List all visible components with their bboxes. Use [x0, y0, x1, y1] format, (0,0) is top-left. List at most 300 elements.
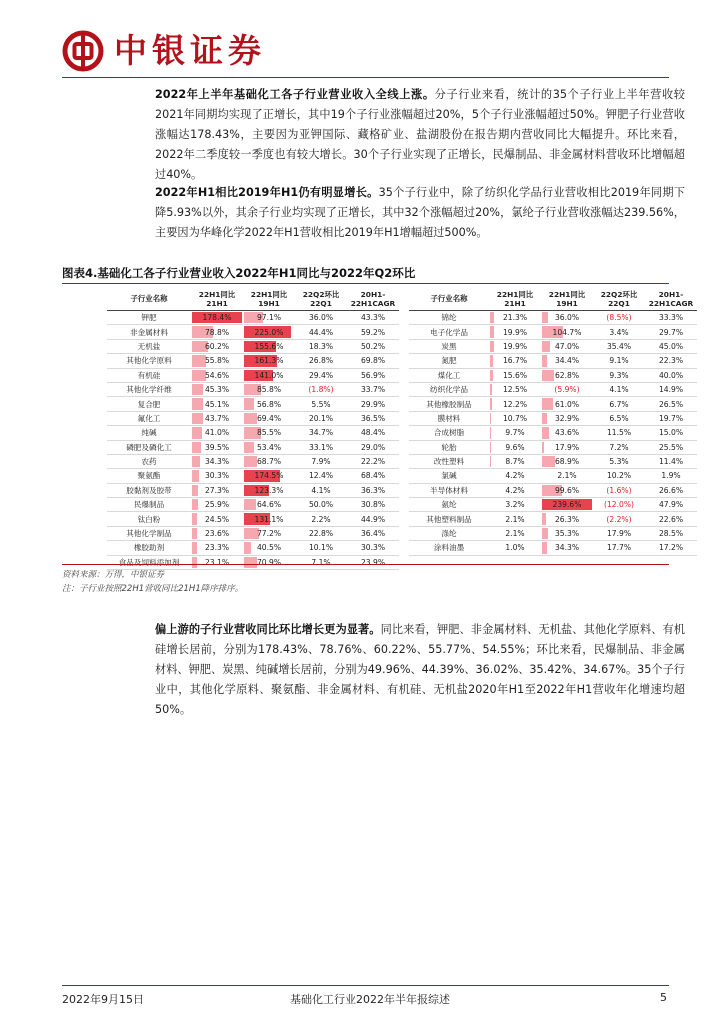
value-text: 99.6%	[554, 485, 580, 495]
value-bar	[244, 442, 254, 453]
value-text: 26.6%	[658, 485, 684, 495]
value-v4	[347, 498, 399, 512]
col-header-name: 子行业名称	[107, 287, 191, 311]
value-v3	[295, 325, 347, 339]
value-v3	[593, 382, 645, 396]
table-row	[107, 469, 697, 483]
value-bar	[542, 513, 546, 524]
value-text: 36.4%	[360, 529, 386, 539]
value-v2	[243, 555, 295, 569]
value-bar	[542, 456, 555, 467]
value-v2	[243, 541, 295, 555]
value-bar	[192, 413, 203, 424]
col-header-name-right: 子行业名称	[409, 287, 489, 311]
subindustry-name: 有机硅	[107, 368, 191, 382]
value-text: 174.5%	[254, 471, 284, 481]
column-gap	[399, 526, 409, 540]
value-v1	[489, 440, 541, 454]
value-text: 26.5%	[658, 399, 684, 409]
value-v3	[593, 339, 645, 353]
value-v1	[191, 469, 243, 483]
value-v2	[541, 454, 593, 468]
figure-top-rule	[62, 283, 669, 284]
value-text: 9.1%	[609, 356, 629, 366]
value-text: 61.0%	[554, 399, 580, 409]
value-text: 56.8%	[256, 399, 282, 409]
subindustry-name: 改性塑料	[409, 454, 489, 468]
value-text: 45.3%	[204, 385, 230, 395]
value-text: (5.9%)	[554, 385, 580, 395]
value-v2	[541, 526, 593, 540]
value-v4	[347, 311, 399, 325]
value-text: 60.2%	[204, 341, 230, 351]
value-text: 25.9%	[204, 500, 230, 510]
figure-source: 资料来源：万得，中银证券	[62, 570, 165, 580]
value-v1	[489, 397, 541, 411]
value-bar	[542, 542, 547, 553]
value-v1	[489, 368, 541, 382]
value-v2	[541, 368, 593, 382]
subindustry-name: 半导体材料	[409, 483, 489, 497]
value-text: 85.5%	[256, 428, 282, 438]
value-v2	[243, 440, 295, 454]
column-gap	[399, 469, 409, 483]
value-bar	[192, 557, 197, 568]
value-v4	[645, 426, 697, 440]
value-text: 4.2%	[505, 485, 525, 495]
value-v2	[243, 526, 295, 540]
value-v1	[489, 325, 541, 339]
subindustry-name: 纺织化学品	[409, 382, 489, 396]
value-text: 68.9%	[554, 457, 580, 467]
subindustry-name: 涂料油墨	[409, 541, 489, 555]
value-v1	[489, 354, 541, 368]
value-v4	[347, 469, 399, 483]
value-v1	[191, 426, 243, 440]
value-v1	[191, 454, 243, 468]
value-v4	[347, 325, 399, 339]
column-gap	[399, 541, 409, 555]
value-v2	[243, 426, 295, 440]
value-text: 56.9%	[360, 370, 386, 380]
subindustry-name: 纯碱	[107, 426, 191, 440]
value-text: 2.1%	[505, 514, 525, 524]
column-gap	[399, 483, 409, 497]
value-text: 77.2%	[256, 529, 282, 539]
value-v4	[645, 526, 697, 540]
value-v3	[593, 325, 645, 339]
value-v1	[191, 368, 243, 382]
value-bar	[542, 427, 549, 438]
column-gap	[399, 440, 409, 454]
value-text: 85.8%	[256, 385, 282, 395]
value-bar	[542, 341, 550, 352]
value-text: 28.5%	[658, 529, 684, 539]
subindustry-name: 膜材料	[409, 411, 489, 425]
value-v3	[295, 526, 347, 540]
empty-cell	[593, 555, 645, 569]
table-row	[107, 498, 697, 512]
value-v2	[243, 498, 295, 512]
value-v1	[489, 541, 541, 555]
table-row	[107, 440, 697, 454]
value-text: 64.6%	[256, 500, 282, 510]
subindustry-name: 民爆制品	[107, 498, 191, 512]
value-v4	[347, 397, 399, 411]
value-v1	[191, 541, 243, 555]
value-v2	[541, 354, 593, 368]
subindustry-name: 农药	[107, 454, 191, 468]
value-text: 5.3%	[609, 457, 629, 467]
value-v1	[489, 469, 541, 483]
value-text: 30.3%	[360, 543, 386, 553]
value-v2	[243, 411, 295, 425]
empty-cell	[409, 555, 489, 569]
value-text: 9.7%	[505, 428, 525, 438]
value-v1	[191, 339, 243, 353]
value-v4	[347, 411, 399, 425]
value-v1	[191, 354, 243, 368]
header-divider	[62, 77, 669, 78]
value-bar	[192, 528, 197, 539]
value-v3	[593, 440, 645, 454]
table-row	[107, 454, 697, 468]
value-text: (12.0%)	[603, 500, 635, 510]
paragraph-2-body: 35个子行业中，除了纺织化学品行业营收相比2019年同期下降5.93%以外，其余子行业均实现了正增长，其中32个涨幅超过20%，氯纶子行业营收涨幅达239.56%，主要因为华峰化学2022年H1营收相比2019年H1增幅超过500%。	[155, 186, 685, 239]
value-bar	[490, 341, 494, 352]
value-text: 17.2%	[658, 543, 684, 553]
value-v4	[645, 483, 697, 497]
value-text: (8.5%)	[606, 313, 632, 323]
value-text: 21.3%	[502, 313, 528, 323]
value-text: 3.2%	[505, 500, 525, 510]
value-text: 69.8%	[360, 356, 386, 366]
col-header-yoy: 22H1同比21H1	[191, 287, 243, 311]
value-v3	[593, 426, 645, 440]
value-v3	[593, 512, 645, 526]
value-v3	[593, 454, 645, 468]
value-text: 225.0%	[254, 327, 284, 337]
value-bar	[192, 499, 198, 510]
value-bar	[542, 370, 554, 381]
paragraph-3-body: 同比来看，钾肥、非金属材料、无机盐、其他化学原料、有机硅增长居前，分别为178.43%、78.76%、60.22%、55.77%、54.55%；环比来看，民爆制品、非金属材料、钾肥、炭黑、纯碱增长居前，分别为49.96%、44.39%、36.02%、35.42%、34.67%。35个子行业中，其他化学原料、聚氨酯、非金属材料、有机硅、无机盐2020年H1至2022年H1营收年化增速均超50%。	[155, 623, 685, 716]
footer-title: 基础化工行业2022年半年报综述	[290, 993, 450, 1006]
value-v2	[243, 469, 295, 483]
subindustry-name: 磷肥及磷化工	[107, 440, 191, 454]
value-text: 43.7%	[204, 413, 230, 423]
subindustry-name: 轮胎	[409, 440, 489, 454]
value-text: 29.9%	[360, 399, 386, 409]
value-v1	[191, 483, 243, 497]
revenue-growth-table	[107, 287, 697, 570]
subindustry-name: 食品及饲料添加剂	[107, 555, 191, 569]
value-text: 48.4%	[360, 428, 386, 438]
value-v1	[191, 397, 243, 411]
value-v1	[489, 339, 541, 353]
subindustry-name: 锦纶	[409, 311, 489, 325]
value-text: 35.4%	[606, 341, 632, 351]
value-text: 23.9%	[360, 557, 386, 567]
table-row	[107, 555, 697, 569]
value-text: 33.3%	[658, 313, 684, 323]
column-gap	[399, 397, 409, 411]
col-header-qoq: 22Q2环比22Q1	[295, 287, 347, 311]
figure-bottom-rule	[62, 564, 669, 565]
value-text: 35.3%	[554, 529, 580, 539]
value-text: 30.8%	[360, 500, 386, 510]
value-bar	[542, 312, 548, 323]
subindustry-name: 其他化学纤维	[107, 382, 191, 396]
value-text: 10.7%	[502, 413, 528, 423]
value-bar	[490, 355, 493, 366]
value-bar	[192, 442, 201, 453]
value-v1	[489, 426, 541, 440]
value-v1	[191, 512, 243, 526]
value-bar	[490, 398, 492, 409]
value-v4	[645, 325, 697, 339]
value-bar	[490, 370, 493, 381]
value-v4	[645, 469, 697, 483]
value-text: 23.3%	[204, 543, 230, 553]
value-v1	[489, 483, 541, 497]
empty-cell	[489, 555, 541, 569]
table-row	[107, 483, 697, 497]
paragraph-2	[155, 183, 685, 243]
value-bar	[490, 442, 491, 453]
value-v3	[295, 469, 347, 483]
subindustry-name: 氯碱	[409, 469, 489, 483]
table-body	[107, 311, 697, 570]
value-text: 4.1%	[311, 485, 331, 495]
value-v3	[295, 454, 347, 468]
subindustry-name: 煤化工	[409, 368, 489, 382]
value-text: 22.3%	[658, 356, 684, 366]
value-v2	[541, 339, 593, 353]
value-bar	[490, 456, 491, 467]
value-v2	[541, 541, 593, 555]
subindustry-name: 橡胶助剂	[107, 541, 191, 555]
column-gap	[399, 382, 409, 396]
value-v3	[295, 411, 347, 425]
value-v4	[347, 541, 399, 555]
value-v3	[295, 311, 347, 325]
table-row	[107, 541, 697, 555]
value-v3	[593, 311, 645, 325]
col-header-qoq-right: 22Q2环比22Q1	[593, 287, 645, 311]
brand-logo	[62, 30, 266, 72]
col-header-cagr: 20H1-22H1CAGR	[347, 287, 399, 311]
value-text: 2.1%	[505, 529, 525, 539]
value-text: 45.1%	[204, 399, 230, 409]
value-v3	[593, 469, 645, 483]
value-v1	[191, 440, 243, 454]
value-text: 9.6%	[505, 442, 525, 452]
value-text: 27.3%	[204, 485, 230, 495]
column-gap	[399, 411, 409, 425]
value-text: 20.1%	[308, 413, 334, 423]
value-v1	[489, 454, 541, 468]
value-bar	[244, 398, 254, 409]
value-v3	[295, 555, 347, 569]
subindustry-name: 氨纶	[409, 498, 489, 512]
value-text: 17.9%	[554, 442, 580, 452]
value-text: 17.9%	[606, 529, 632, 539]
table-row	[107, 411, 697, 425]
col-header-vs19-right: 22H1同比19H1	[541, 287, 593, 311]
subindustry-name: 合成树脂	[409, 426, 489, 440]
value-text: 15.6%	[502, 370, 528, 380]
value-text: 6.5%	[609, 413, 629, 423]
value-v4	[347, 440, 399, 454]
value-v4	[347, 339, 399, 353]
value-v2	[243, 397, 295, 411]
value-text: 23.6%	[204, 529, 230, 539]
value-text: 25.5%	[658, 442, 684, 452]
value-v2	[541, 440, 593, 454]
value-text: 41.0%	[204, 428, 230, 438]
value-v4	[645, 397, 697, 411]
value-text: 1.0%	[505, 543, 525, 553]
value-text: 32.9%	[554, 413, 580, 423]
value-bar	[192, 542, 197, 553]
value-v3	[593, 483, 645, 497]
table-row	[107, 354, 697, 368]
subindustry-name: 氮肥	[409, 354, 489, 368]
value-text: 19.9%	[502, 327, 528, 337]
value-v3	[593, 526, 645, 540]
value-v2	[243, 512, 295, 526]
value-v2	[541, 498, 593, 512]
value-text: 55.8%	[204, 356, 230, 366]
paragraph-2-lead: 2022年H1相比2019年H1仍有明显增长。	[155, 186, 379, 199]
column-gap	[399, 339, 409, 353]
footer-divider	[62, 985, 669, 986]
value-text: 9.3%	[609, 370, 629, 380]
value-text: 16.7%	[502, 356, 528, 366]
value-v2	[243, 325, 295, 339]
col-header-yoy-right: 22H1同比21H1	[489, 287, 541, 311]
value-text: 10.1%	[308, 543, 334, 553]
value-v2	[243, 368, 295, 382]
subindustry-name: 其他橡胶制品	[409, 397, 489, 411]
value-text: 50.0%	[308, 500, 334, 510]
subindustry-name: 钾肥	[107, 311, 191, 325]
value-text: (1.6%)	[606, 485, 632, 495]
value-v4	[347, 526, 399, 540]
value-text: 11.4%	[658, 457, 684, 467]
page-number: 5	[660, 991, 667, 1004]
value-bar	[192, 398, 203, 409]
value-v2	[243, 339, 295, 353]
value-text: 123.3%	[254, 485, 284, 495]
value-bar	[192, 513, 197, 524]
subindustry-name: 炭黑	[409, 339, 489, 353]
value-v3	[295, 382, 347, 396]
subindustry-name: 电子化学品	[409, 325, 489, 339]
value-text: 3.4%	[609, 327, 629, 337]
value-v2	[243, 311, 295, 325]
value-text: 12.4%	[308, 471, 334, 481]
value-v3	[295, 541, 347, 555]
value-v4	[645, 311, 697, 325]
value-bar	[244, 557, 257, 568]
value-text: 40.5%	[256, 543, 282, 553]
footer-date: 2022年9月15日	[62, 993, 144, 1006]
value-v3	[593, 411, 645, 425]
col-header-vs19: 22H1同比19H1	[243, 287, 295, 311]
value-text: 30.3%	[204, 471, 230, 481]
value-text: 14.9%	[658, 385, 684, 395]
subindustry-name: 其他化学制品	[107, 526, 191, 540]
paragraph-1-body: 分子行业来看，统计的35个子行业上半年营收较2021年同期均实现了正增长，其中19个子行业涨幅超过20%，5个子行业涨幅超过50%。钾肥子行业营收涨幅达178.43%，主要因为亚钾国际、藏格矿业、盐湖股份在报告期内营收同比大幅提升。环比来看，2022年二季度较一季度也有较大增长。30个子行业实现了正增长，民爆制品、非金属材料营收环比增幅超过40%。	[155, 88, 685, 181]
subindustry-name: 聚氨酯	[107, 469, 191, 483]
value-text: 12.5%	[502, 385, 528, 395]
value-v2	[541, 483, 593, 497]
value-text: 29.0%	[360, 442, 386, 452]
value-bar	[244, 542, 251, 553]
value-v2	[541, 469, 593, 483]
value-text: 70.9%	[256, 557, 282, 567]
value-text: 36.5%	[360, 413, 386, 423]
value-v4	[645, 440, 697, 454]
value-v3	[295, 426, 347, 440]
value-v1	[191, 382, 243, 396]
table-row	[107, 526, 697, 540]
value-v3	[593, 354, 645, 368]
value-v1	[191, 411, 243, 425]
value-text: 19.7%	[658, 413, 684, 423]
value-v3	[295, 512, 347, 526]
value-text: 39.5%	[204, 442, 230, 452]
value-text: 161.3%	[254, 356, 284, 366]
value-bar	[490, 384, 492, 395]
value-text: 33.1%	[308, 442, 334, 452]
value-bar	[542, 413, 547, 424]
value-v1	[489, 526, 541, 540]
value-bar	[542, 528, 548, 539]
value-bar	[244, 456, 257, 467]
value-text: 18.3%	[308, 341, 334, 351]
value-v3	[295, 368, 347, 382]
value-text: 7.1%	[311, 557, 331, 567]
value-text: 53.4%	[256, 442, 282, 452]
value-v2	[243, 354, 295, 368]
value-text: 22.8%	[308, 529, 334, 539]
bank-of-china-logo-icon	[62, 30, 104, 72]
value-v2	[541, 382, 593, 396]
table-row	[107, 339, 697, 353]
value-v2	[243, 483, 295, 497]
value-v4	[347, 368, 399, 382]
col-gap	[399, 287, 409, 311]
value-text: 43.6%	[554, 428, 580, 438]
value-v2	[541, 311, 593, 325]
value-text: 40.0%	[658, 370, 684, 380]
value-v3	[593, 498, 645, 512]
paragraph-3-lead: 偏上游的子行业营收同比环比增长更为显著。	[155, 623, 381, 636]
table-row	[107, 311, 697, 325]
column-gap	[399, 325, 409, 339]
value-v4	[645, 368, 697, 382]
value-v1	[191, 526, 243, 540]
value-text: 23.1%	[204, 557, 230, 567]
value-v2	[541, 426, 593, 440]
value-bar	[192, 470, 199, 481]
value-text: 34.7%	[308, 428, 334, 438]
value-text: 97.1%	[256, 313, 282, 323]
value-text: 6.7%	[609, 399, 629, 409]
column-gap	[399, 454, 409, 468]
